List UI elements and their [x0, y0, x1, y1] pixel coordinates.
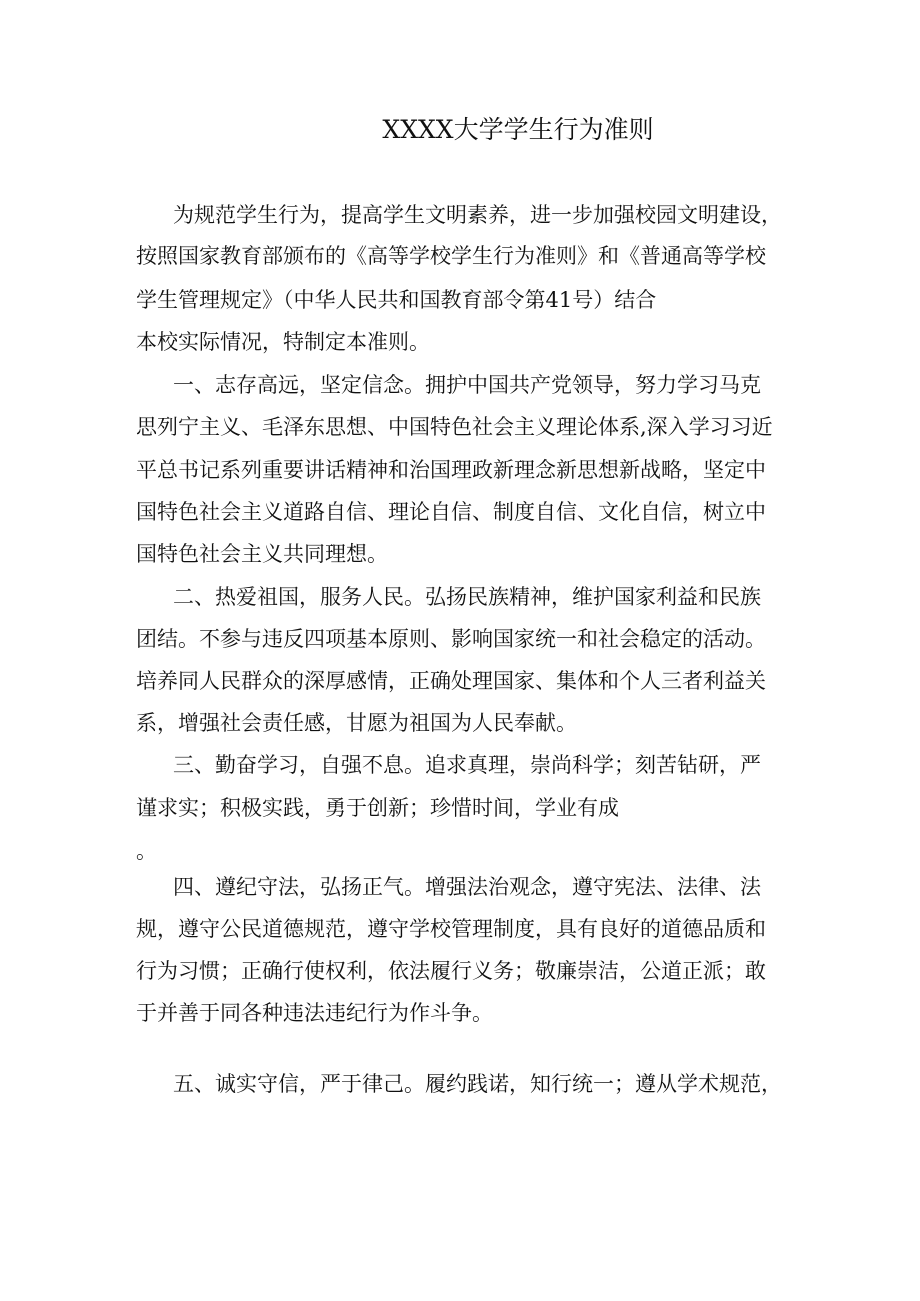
document-title: XXXX大学学生行为准则 [382, 115, 654, 144]
text-line: 于并善于同各种违法违纪行为作斗争。 [136, 1001, 493, 1025]
text-line: 思列宁主义、毛泽东思想、中国特色社会主义理论体系,深入学习习近 [136, 415, 773, 439]
text-line: 本校实际情况，特制定本准则。 [136, 330, 430, 354]
text-line: 三、勤奋学习，自强不息。追求真理，崇尚科学；刻苦钻研，严 [173, 753, 761, 777]
text-line: 学生管理规定》（中华人民共和国教育部令第41号）结合 [136, 288, 657, 312]
text-line: 规，遵守公民道德规范，遵守学校管理制度，具有良好的道德品质和 [136, 917, 766, 941]
text-line: 平总书记系列重要讲话精神和治国理政新理念新思想新战略，坚定中 [136, 458, 766, 482]
text-line: 二、热爱祖国，服务人民。弘扬民族精神，维护国家利益和民族 [173, 585, 761, 609]
text-line: 谨求实；积极实践，勇于创新；珍惜时间，学业有成 [136, 796, 619, 820]
text-line: 系，增强社会责任感，甘愿为祖国为人民奉献。 [136, 711, 577, 735]
text-line: 五、诚实守信，严于律己。履约践诺，知行统一；遵从学术规范， [173, 1072, 782, 1096]
text-line: 国特色社会主义共同理想。 [136, 542, 388, 566]
text-line: 为规范学生行为，提高学生文明素养，进一步加强校园文明建设， [173, 203, 782, 227]
text-line: 团结。不参与违反四项基本原则、影响国家统一和社会稳定的活动。 [136, 627, 766, 651]
text-line: 培养同人民群众的深厚感情，正确处理国家、集体和个人三者利益关 [136, 669, 766, 693]
text-line: 按照国家教育部颁布的《高等学校学生行为准则》和《普通高等学校 [136, 244, 766, 268]
text-line: 行为习惯；正确行使权利，依法履行义务；敬廉崇洁，公道正派；敢 [136, 959, 766, 983]
text-line: 。 [136, 839, 157, 863]
text-line: 国特色社会主义道路自信、理论自信、制度自信、文化自信，树立中 [136, 500, 766, 524]
text-line: 四、遵纪守法，弘扬正气。增强法治观念，遵守宪法、法律、法 [173, 875, 761, 899]
text-line: 一、志存高远，坚定信念。拥护中国共产党领导，努力学习马克 [173, 373, 761, 397]
